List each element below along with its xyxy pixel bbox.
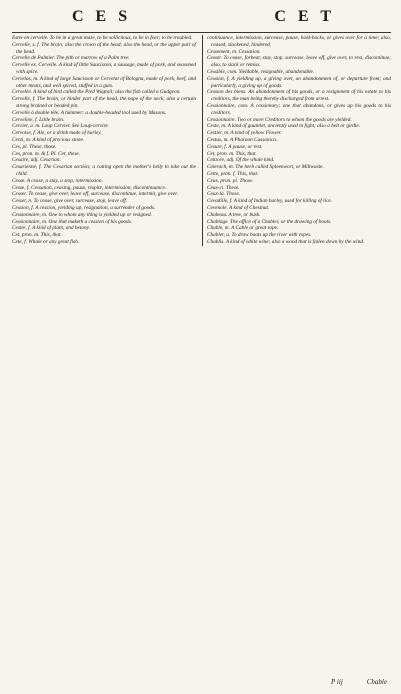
dictionary-entry: Cesaire, adj. Cesarian. xyxy=(12,157,61,164)
dictionary-entry: Chablis. A kind of white wine; also a wood that is fallen down by the wind. xyxy=(207,238,365,245)
dictionary-entry: Cervier, a. m. Loup Cervier. See Loup-cervier. xyxy=(12,123,109,130)
dictionary-entry: Cessionnaire, m. One that maketh a cession of his goods. xyxy=(12,218,132,225)
header-left: C E S xyxy=(72,8,132,25)
dictionary-entry: Ces, pl. These, those. xyxy=(12,143,57,150)
dictionary-entry: Cevenole. A kind of Chestnut. xyxy=(207,204,270,211)
dictionary-entry: Ceux-là. Those. xyxy=(207,191,241,198)
dictionary-entry: Chablage. The office of a Chabler, or the drawing of boats. xyxy=(207,218,332,225)
dictionary-entry: Cervelle, s. f. The brain; also the crown of the head; also the head, or the upper part of the head. xyxy=(12,41,196,55)
dictionary-entry: Cerzi, m. A kind of precious stone. xyxy=(12,136,85,143)
dictionary-entry: Cesse. A cease, a stay, a stop, intermission. xyxy=(12,177,103,184)
dictionary-entry: Cestus, m. A Pharaon Cassanica. xyxy=(207,136,278,143)
dictionary-entry: Chabler, a. To draw boats up the river with ropes. xyxy=(207,232,312,239)
dictionary-entry: Cervelle ex. Cervelle. A kind of little Saucisson, a sausage, made of pork, and seasoned with spice. xyxy=(12,62,196,75)
dictionary-entry: Cesarienne, f. The Cesarian section; a cutting open the mother's belly to take out the child. xyxy=(12,164,196,177)
dictionary-entry: Cesure, f. A pause, or rest. xyxy=(207,143,263,150)
dictionary-entry: Cessement, m. Cessation. xyxy=(207,48,261,55)
dictionary-entry: Cette, pron. f. This, that. xyxy=(207,170,259,177)
dictionary-entry: Cetacée, adj. Of the whale kind. xyxy=(207,157,275,164)
dictionary-entry: Cessionnaire, com. A cessionary; one that abandons, or gives up his goods to his creditors. xyxy=(207,102,391,116)
header-right: C E T xyxy=(274,8,335,25)
dictionary-entry: Cession, f. A yielding up, a giving over, an abandonment of, or departure from; and particularly, a giving up of goods. xyxy=(207,75,391,89)
dictionary-entry: Ceste, m. A kind of gauntlet, anciently used in fight; also a belt or girdle. xyxy=(207,123,361,130)
dictionary-entry: Cessionnaire, m. One to whom any thing is yielded up or resigned. xyxy=(12,211,152,218)
dictionary-entry: Cession des biens. An abandonment of his goods, or a resignment of his estate to his creditors, the man being thereby discharged from arrest. xyxy=(207,89,391,103)
dictionary-entry: Ceux, pron. pl. Those. xyxy=(207,177,254,184)
dictionary-entry: Estre en cervelle. To be in a great maze, to be sollicitous, to be in fear; to be troubled. xyxy=(12,35,193,41)
dictionary-entry: Ceux-ci. These. xyxy=(207,184,240,191)
dictionary-entry: Cesser. To cease, forbear, stay, stop, surcease, leave off, give over, to rest, discontinue; also, to slack or remiss. xyxy=(207,55,391,69)
dictionary-entry: Chable, m. A Cable or great rope. xyxy=(207,225,279,232)
page-footer xyxy=(331,678,387,686)
dictionary-entry: Cet, pron. m. This, that. xyxy=(12,232,62,239)
dictionary-entry: Cestre, f. A kind of plant, and betony. xyxy=(12,225,90,232)
running-header xyxy=(12,6,391,33)
dictionary-entry: Cervelée. A kind of bird called the Pied Wagtail; also the fish called a Gudgeon. xyxy=(12,89,181,96)
dictionary-entry: Cete, f. Whale or any great fish. xyxy=(12,238,80,245)
dictionary-entry: Cerveline, f. Little brain. xyxy=(12,116,65,123)
dictionary-entry: Cevadille, f. A kind of Indian barley, used for killing of lice. xyxy=(207,198,333,205)
dictionary-entry: continuance, intermission, surcease, pause, hold-backs, or gives over for a time; also, ceased, slackened, hindered. xyxy=(207,35,391,48)
dictionary-entry: Cesse, f. Cessation, ceasing, pause, respite, intermission, discontinuance. xyxy=(12,184,167,191)
dictionary-entry: Cervelle, f. The brain, or hinder part of the head, the nape of the neck; also a certain strong brained or headed pin. xyxy=(12,96,196,109)
left-column xyxy=(12,35,196,246)
dictionary-entry: Ces, pron. m. & f. Pl. Cet, these. xyxy=(12,150,81,157)
dictionary-entry: Cessionnaire. Two or more Creditors to whom the goods are yielded. xyxy=(207,116,352,123)
dictionary-entry: Cervelle de Palmier. The pith or marrow of a Palm tree. xyxy=(12,55,130,62)
dictionary-entry: Cervelle à double tête. A hammer; a double-headed tool used by Masons. xyxy=(12,109,167,116)
dictionary-entry: Cesser, n. To cease, give over, surcease, stop, leave off. xyxy=(12,198,128,205)
dictionary-entry: Cesser. To cease, give over, leave off, surcease, discontinue, intermit, give over. xyxy=(12,191,178,198)
right-column xyxy=(202,35,391,246)
signature-mark: P iij xyxy=(331,678,343,686)
dictionary-entry: Cessible, com. Yieldable, resignable, abandonable. xyxy=(207,68,315,75)
dictionary-entry: Ceterach, m. The herb called Spleenwort, or Miltwaste. xyxy=(207,164,324,171)
columns xyxy=(12,35,391,246)
dictionary-entry: Cestier, m. A kind of yellow Flower. xyxy=(207,130,282,137)
dictionary-entry: Cet, pron. m. This, that. xyxy=(207,150,257,157)
dictionary-entry: Cervelas, m. A kind of large Saucisson or Cervelat of Bologna, made of pork, beef, and other meats, and well spiced, stuffed in a guts. xyxy=(12,75,196,89)
catchword: Chable xyxy=(366,678,387,686)
dictionary-entry: Chabeau. A tree, or bush. xyxy=(207,211,261,218)
dictionary-entry: Cervoise, f. Ale, or a drink made of barley. xyxy=(12,130,102,137)
dictionary-entry: Cession, f. A cession, yielding up, resignation, a surrender of goods. xyxy=(12,204,156,211)
